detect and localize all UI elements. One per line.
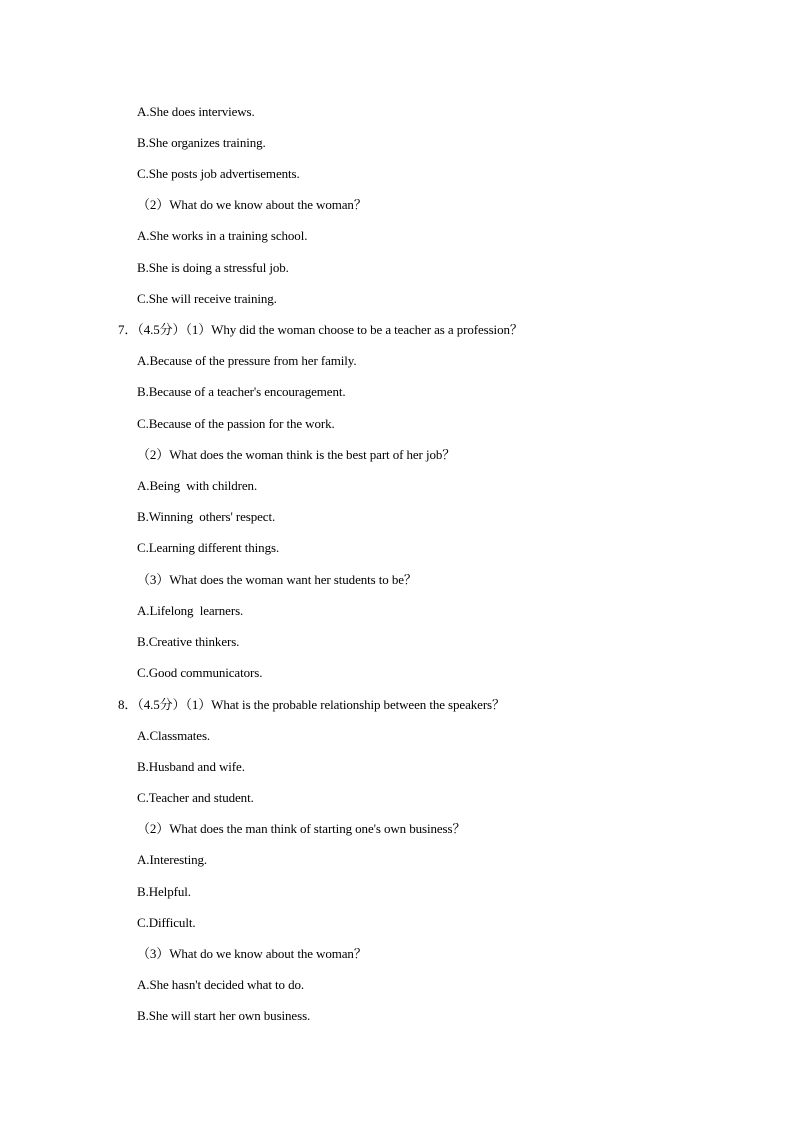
option-8-1-c: C.Teacher and student.: [137, 790, 254, 805]
option-7-3-b: B.Creative thinkers.: [137, 634, 240, 649]
option-8-1-a: A.Classmates.: [137, 728, 211, 743]
question-7-2: （2）What does the woman think is the best part of her job？: [137, 447, 456, 462]
option-7-3-a: A.Lifelong learners.: [137, 603, 244, 618]
option-7-2-b: B.Winning others' respect.: [137, 509, 276, 524]
option-7-1-c: C.Because of the passion for the work.: [137, 416, 335, 431]
question-7-3: （3）What does the woman want her students to be？: [137, 572, 417, 587]
option-7-1-b: B.Because of a teacher's encouragement.: [137, 384, 346, 399]
option-8-3-a: A.She hasn't decided what to do.: [137, 977, 305, 992]
question-7-1: 7．（4.5分）（1）Why did the woman choose to be a teacher as a profession？: [118, 322, 523, 337]
question-8-1: 8．（4.5分）（1）What is the probable relationship between the speakers？: [118, 697, 505, 712]
option-6-1-a: A.She does interviews.: [137, 104, 255, 119]
option-8-2-b: B.Helpful.: [137, 884, 191, 899]
option-6-2-c: C.She will receive training.: [137, 291, 277, 306]
option-8-2-c: C.Difficult.: [137, 915, 196, 930]
option-6-2-b: B.She is doing a stressful job.: [137, 260, 289, 275]
question-8-3: （3）What do we know about the woman？: [137, 946, 367, 961]
question-6-2: （2）What do we know about the woman？: [137, 197, 367, 212]
option-7-3-c: C.Good communicators.: [137, 665, 263, 680]
question-8-2: （2）What does the man think of starting one's own business？: [137, 821, 466, 836]
option-6-2-a: A.She works in a training school.: [137, 228, 308, 243]
option-7-1-a: A.Because of the pressure from her family.: [137, 353, 357, 368]
option-8-2-a: A.Interesting.: [137, 852, 208, 867]
option-8-3-b: B.She will start her own business.: [137, 1008, 311, 1023]
option-6-1-c: C.She posts job advertisements.: [137, 166, 300, 181]
option-6-1-b: B.She organizes training.: [137, 135, 266, 150]
option-7-2-a: A.Being with children.: [137, 478, 258, 493]
option-7-2-c: C.Learning different things.: [137, 540, 280, 555]
option-8-1-b: B.Husband and wife.: [137, 759, 245, 774]
